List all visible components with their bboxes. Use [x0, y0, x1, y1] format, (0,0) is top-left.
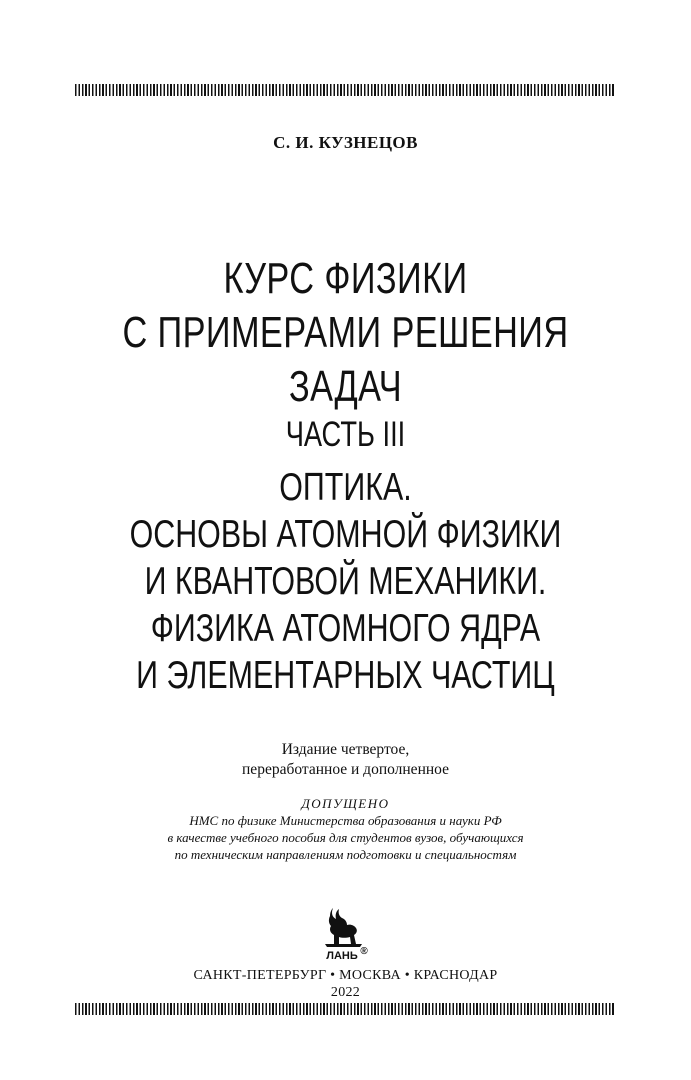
approval-line: в качестве учебного пособия для студентов вузов, обучающихся [167, 830, 524, 845]
subtitle-line: И КВАНТОВОЙ МЕХАНИКИ. [144, 560, 547, 603]
publisher-cities: САНКТ-ПЕТЕРБУРГ • МОСКВА • КРАСНОДАР [193, 968, 498, 983]
subtitle-line: ОСНОВЫ АТОМНОЙ ФИЗИКИ [129, 513, 562, 556]
edition-line: Издание четвертое, [281, 741, 410, 758]
publication-year: 2022 [330, 985, 361, 1000]
approval-heading: ДОПУЩЕНО [301, 796, 390, 811]
subtitle-line: ФИЗИКА АТОМНОГО ЯДРА [150, 607, 541, 650]
part-number: ЧАСТЬ III [285, 415, 406, 454]
registered-mark: ® [360, 946, 368, 957]
subtitle-line: И ЭЛЕМЕНТАРНЫХ ЧАСТИЦ [136, 654, 555, 697]
book-title-block [0, 252, 691, 699]
title-line: КУРС ФИЗИКИ [223, 254, 468, 303]
bottom-decorative-rule [75, 1003, 615, 1015]
logo-text: ЛАНЬ [326, 950, 358, 962]
title-line: ЗАДАЧ [288, 362, 403, 411]
approval-line: по техническим направлениям подготовки и специальностям [174, 847, 517, 862]
subtitle-line: ОПТИКА. [279, 466, 412, 509]
approval-stamp [0, 795, 691, 863]
author-name: С. И. КУЗНЕЦОВ [273, 133, 418, 152]
approval-line: НМС по физике Министерства образования и науки РФ [189, 813, 502, 828]
title-line: С ПРИМЕРАМИ РЕШЕНИЯ [122, 308, 569, 357]
publisher-imprint [0, 967, 691, 1001]
publisher-doe-logo-icon [318, 904, 370, 962]
edition-line: переработанное и дополненное [242, 761, 449, 778]
top-decorative-rule [75, 84, 615, 96]
edition-info [0, 740, 691, 780]
